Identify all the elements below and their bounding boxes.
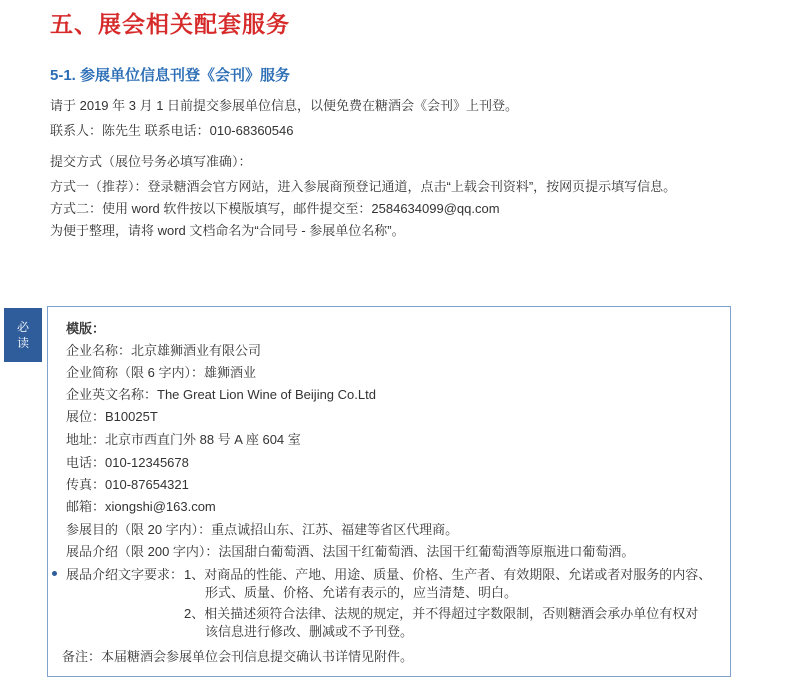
submit-heading: 提交方式（展位号务必填写准确）：	[50, 154, 252, 169]
bullet-icon	[52, 571, 57, 576]
phone-line: 电话：010-12345678	[66, 455, 189, 470]
deadline-text: 请于 2019 年 3 月 1 日前提交参展单位信息，以便免费在糖酒会《会刊》上刊登。	[50, 98, 519, 113]
english-name-line: 企业英文名称：The Great Lion Wine of Beijing Co.Ltd	[66, 387, 376, 402]
fax-line: 传真：010-87654321	[66, 477, 189, 492]
requirement-2-line-1: 2、相关描述须符合法律、法规的规定，并不得超过字数限制，否则糖酒会承办单位有权对	[184, 606, 699, 621]
template-heading: 模版：	[66, 321, 106, 336]
method-two-text: 方式二：使用 word 软件按以下模版填写，邮件提交至：2584634099@qq.com	[50, 201, 500, 216]
subsection-title: 5-1. 参展单位信息刊登《会刊》服务	[50, 67, 291, 84]
email-line: 邮箱：xiongshi@163.com	[66, 499, 216, 514]
purpose-line: 参展目的（限 20 字内）：重点诚招山东、江苏、福建等省区代理商。	[66, 522, 459, 537]
must-read-char-1: 必	[16, 320, 29, 334]
address-line: 地址：北京市西直门外 88 号 A 座 604 室	[66, 432, 301, 447]
short-name-line: 企业简称（限 6 字内）：雄狮酒业	[66, 365, 256, 380]
naming-text: 为便于整理，请将 word 文档命名为“合同号 - 参展单位名称”。	[50, 223, 405, 238]
method-one-text: 方式一（推荐）：登录糖酒会官方网站，进入参展商预登记通道，点击“上载会刊资料”，按网页提示填写信息。	[50, 179, 677, 194]
products-line: 展品介绍（限 200 字内）：法国甜白葡萄酒、法国干红葡萄酒、法国干红葡萄酒等原瓶进口葡萄酒。	[66, 544, 635, 559]
company-name-line: 企业名称：北京雄狮酒业有限公司	[66, 343, 262, 358]
contact-text: 联系人：陈先生 联系电话：010-68360546	[50, 123, 294, 138]
note-line: 备注：本届糖酒会参展单位会刊信息提交确认书详情见附件。	[62, 649, 414, 664]
must-read-tab	[4, 308, 42, 362]
requirement-2-line-2: 该信息进行修改、删减或不予刊登。	[205, 624, 414, 639]
requirement-1-line-1: 1、对商品的性能、产地、用途、质量、价格、生产者、有效期限、允诺或者对服务的内容、	[184, 567, 712, 582]
requirement-1-line-2: 形式、质量、价格、允诺有表示的，应当清楚、明白。	[205, 585, 518, 600]
section-title: 五、展会相关配套服务	[50, 11, 290, 37]
requirements-label: 展品介绍文字要求：	[66, 567, 184, 582]
must-read-char-2: 读	[16, 336, 29, 350]
booth-line: 展位：B10025T	[66, 409, 158, 424]
